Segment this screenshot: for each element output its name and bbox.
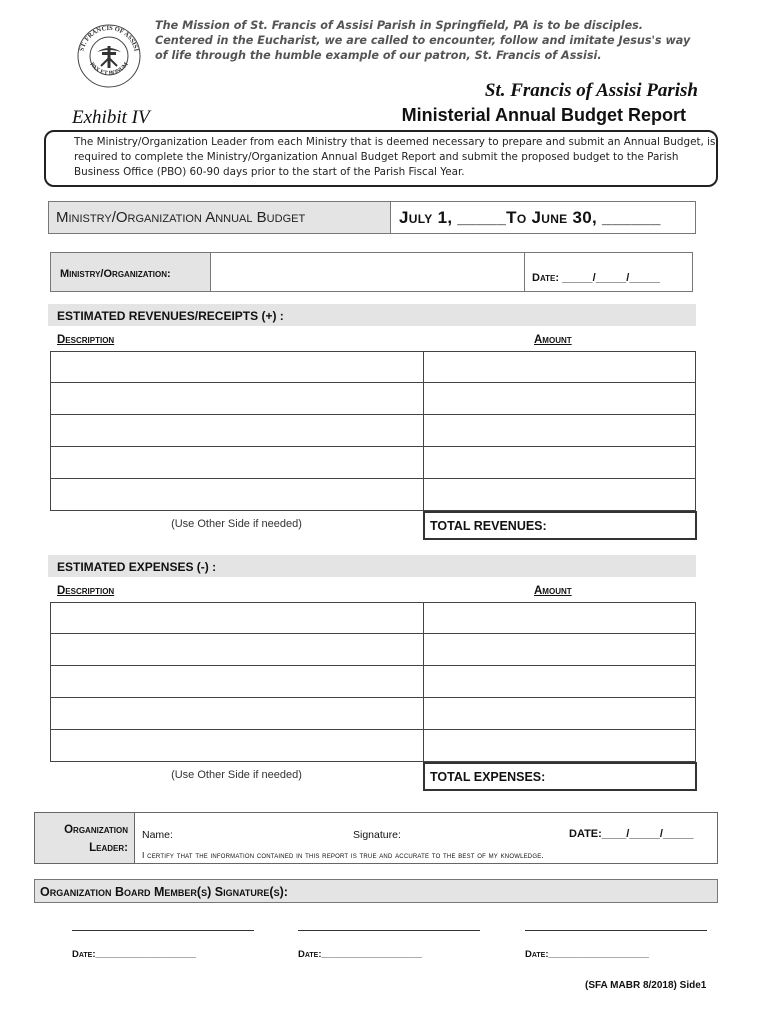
expenses-section-header: ESTIMATED EXPENSES (-) : <box>48 555 696 577</box>
table-row <box>51 634 696 666</box>
revenues-amount-header: Amount <box>534 334 572 346</box>
board-date-field-3[interactable]: Date:___________________ <box>525 949 649 960</box>
form-footer-code: (SFA MABR 8/2018) Side1 <box>585 980 707 991</box>
revenue-amount-cell[interactable] <box>424 479 696 510</box>
organization-leader-label <box>35 813 135 863</box>
expense-amount-cell[interactable] <box>424 698 696 729</box>
svg-text:PAX ET BONUM: PAX ET BONUM <box>88 61 130 77</box>
table-row <box>51 447 696 479</box>
leader-name-field[interactable]: Name: <box>142 829 173 841</box>
board-date-field-2[interactable]: Date:___________________ <box>298 949 422 960</box>
board-signature-line-3[interactable] <box>525 930 707 931</box>
total-revenues-field[interactable]: TOTAL REVENUES: <box>423 511 697 540</box>
table-row <box>51 602 696 634</box>
expense-amount-cell[interactable] <box>424 666 696 697</box>
exhibit-label: Exhibit IV <box>72 107 150 128</box>
expense-description-cell[interactable] <box>51 603 424 633</box>
leader-label-line2: Leader: <box>89 842 128 854</box>
revenue-amount-cell[interactable] <box>424 352 696 382</box>
revenue-amount-cell[interactable] <box>424 383 696 414</box>
expenses-table <box>50 602 696 762</box>
revenue-description-cell[interactable] <box>51 352 424 382</box>
board-signatures-header: Organization Board Member(s) Signature(s): <box>34 879 718 903</box>
expense-amount-cell[interactable] <box>424 603 696 633</box>
budget-period-bar <box>48 201 696 234</box>
leader-certification-text: I certify that the information contained in this report is true and accurate to the best of my knowledge. <box>142 850 544 860</box>
board-signature-line-1[interactable] <box>72 930 254 931</box>
expenses-use-other-side-note: (Use Other Side if needed) <box>171 769 302 781</box>
svg-text:ST. FRANCIS OF ASSISI: ST. FRANCIS OF ASSISI <box>78 24 140 53</box>
organization-leader-fields <box>135 813 717 863</box>
table-row <box>51 479 696 511</box>
instructions-box <box>44 130 718 187</box>
revenue-description-cell[interactable] <box>51 479 424 510</box>
ministry-organization-row <box>50 252 693 292</box>
revenues-section-header: ESTIMATED REVENUES/RECEIPTS (+) : <box>48 304 696 326</box>
mission-statement: The Mission of St. Francis of Assisi Parish in Springfield, PA is to be disciples. Centered in the Eucharist, we are called to encounter, follow and imitate Jesus's way of life through the humble example of our patron, St. Francis of Assisi. <box>155 19 691 62</box>
table-row <box>51 351 696 383</box>
table-row <box>51 698 696 730</box>
table-row <box>51 666 696 698</box>
leader-date-field[interactable]: DATE:____/_____/_____ <box>569 828 694 840</box>
ministry-date-field[interactable]: Date: _____/_____/_____ <box>532 272 660 284</box>
parish-seal-logo <box>75 22 143 90</box>
expense-amount-cell[interactable] <box>424 634 696 665</box>
expense-description-cell[interactable] <box>51 634 424 665</box>
expense-description-cell[interactable] <box>51 698 424 729</box>
table-row <box>51 383 696 415</box>
table-row <box>51 415 696 447</box>
budget-bar-label: Ministry/Organization Annual Budget <box>49 202 391 233</box>
revenue-amount-cell[interactable] <box>424 415 696 446</box>
revenue-description-cell[interactable] <box>51 383 424 414</box>
total-expenses-field[interactable]: TOTAL EXPENSES: <box>423 762 697 791</box>
board-signature-line-2[interactable] <box>298 930 480 931</box>
expense-description-cell[interactable] <box>51 730 424 761</box>
leader-signature-field[interactable]: Signature: <box>353 829 401 841</box>
ministry-organization-field[interactable] <box>211 253 525 291</box>
instructions-text: The Ministry/Organization Leader from each Ministry that is deemed necessary to prepare and submit an Annual Budget, is required to complete the Ministry/Organization Annual Budget Report and submit the proposed budget to the Parish Business Office (PBO) 60-90 days prior to the start of the Parish Fiscal Year. <box>74 136 716 178</box>
revenue-amount-cell[interactable] <box>424 447 696 478</box>
table-row <box>51 730 696 762</box>
revenues-description-header: Description <box>57 334 115 346</box>
ministry-organization-label: Ministry/Organization: <box>51 253 211 291</box>
revenue-description-cell[interactable] <box>51 415 424 446</box>
organization-leader-block <box>34 812 718 864</box>
budget-period-field[interactable]: July 1, _____To June 30, ______ <box>391 202 695 233</box>
parish-name: St. Francis of Assisi Parish <box>484 80 698 101</box>
expenses-description-header: Description <box>57 585 115 597</box>
revenues-table <box>50 351 696 511</box>
expenses-amount-header: Amount <box>534 585 572 597</box>
leader-label-line1: Organization <box>64 824 128 836</box>
report-title: Ministerial Annual Budget Report <box>401 105 686 125</box>
board-date-field-1[interactable]: Date:___________________ <box>72 949 196 960</box>
revenues-use-other-side-note: (Use Other Side if needed) <box>171 518 302 530</box>
revenue-description-cell[interactable] <box>51 447 424 478</box>
expense-description-cell[interactable] <box>51 666 424 697</box>
expense-amount-cell[interactable] <box>424 730 696 761</box>
